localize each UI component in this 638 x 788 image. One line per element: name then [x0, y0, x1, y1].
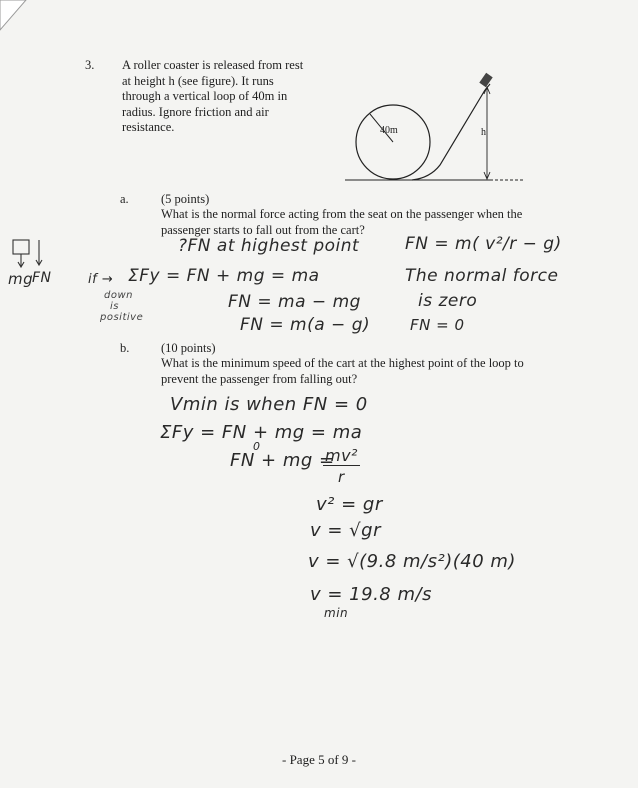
part-b-work-line1: Vmin is when FN = 0 — [170, 394, 368, 415]
part-a-work-line2: ΣFy = FN + mg = ma — [128, 266, 320, 286]
free-body-diagram — [10, 236, 50, 272]
loop-radius-label: 40m — [380, 125, 398, 136]
question-number: 3. — [85, 58, 95, 72]
part-a-work-line3-right: is zero — [418, 291, 478, 311]
part-b-label: b. — [120, 341, 130, 355]
coaster-cart — [479, 73, 492, 87]
roller-coaster-figure — [340, 60, 530, 190]
part-b-work-line7-subscript: min — [324, 606, 349, 620]
part-a-work-line4-right: FN = 0 — [410, 316, 465, 334]
question-text: A roller coaster is released from rest at height h (see figure). It runs through a vertical loop of 40m in radius. Ignore friction and air resistance. — [122, 58, 304, 134]
if-arrow: if → — [88, 272, 114, 287]
part-b-work-line7: v = 19.8 m/s — [310, 584, 432, 605]
part-b-work-line6: v = √(9.8 m/s²)(40 m) — [308, 551, 516, 572]
part-a-prompt: What is the normal force acting from the seat on the passenger when the passenger starts to fall out from the cart? — [161, 207, 523, 237]
sign-note-positive: positive — [100, 312, 144, 323]
coaster-track — [412, 90, 485, 180]
fbd-force-fn: FN — [32, 270, 52, 286]
part-a-work-line2-right: The normal force — [405, 266, 559, 286]
page-footer: - Page 5 of 9 - — [281, 752, 356, 767]
part-b-prompt: What is the minimum speed of the cart at the highest point of the loop to prevent the passenger from falling out? — [161, 356, 524, 386]
part-b-work-line3-left: FN + mg = — [230, 450, 335, 471]
part-a-work-line3: FN = ma − mg — [228, 292, 361, 312]
fbd-force-mg: mg — [8, 270, 34, 288]
part-a-label: a. — [120, 192, 129, 206]
part-b-points: (10 points) — [161, 341, 216, 355]
page-corner-fold — [0, 0, 40, 40]
sign-note-is: is — [110, 301, 119, 312]
part-a-points: (5 points) — [161, 192, 210, 206]
part-b-work-line5: v = √gr — [310, 520, 381, 541]
part-b-fraction-numerator: mv² — [325, 446, 358, 465]
part-b-work-line4: v² = gr — [316, 494, 383, 515]
part-b-fn-cancel-mark: 0 — [253, 440, 261, 453]
part-b-work-line2: ΣFy = FN + mg = ma — [160, 422, 363, 443]
part-b-fraction-denominator: r — [338, 468, 345, 486]
height-label: h — [481, 127, 486, 138]
part-a-work-line1: ?FN at highest point — [178, 236, 360, 256]
part-a-work-line4: FN = m(a − g) — [240, 315, 371, 335]
part-a-work-line1-right: FN = m( v²/r − g) — [405, 234, 562, 254]
sign-note-down: down — [104, 290, 133, 301]
